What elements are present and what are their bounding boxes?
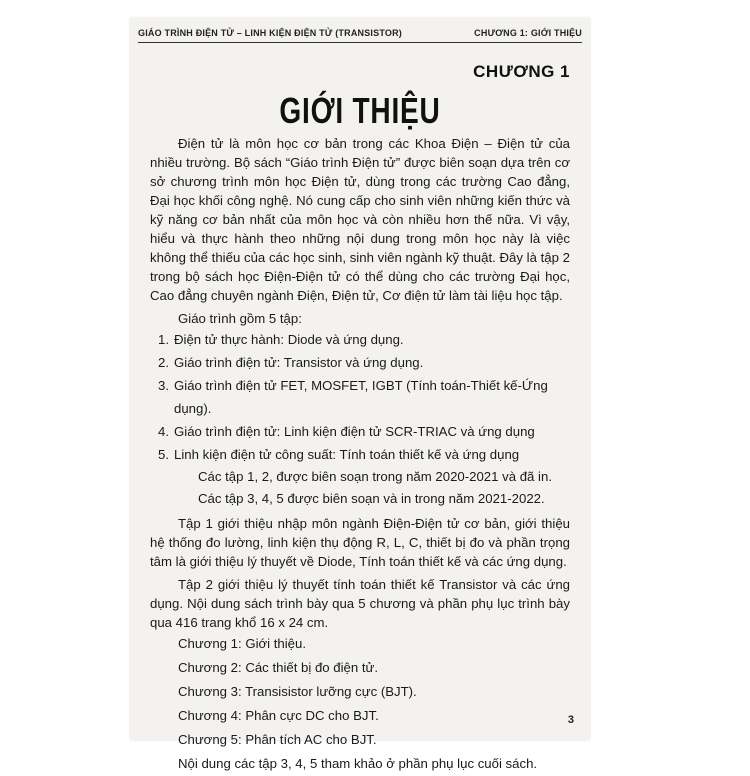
list-item-text: Giáo trình điện tử FET, MOSFET, IGBT (Tính toán-Thiết kế-Ứng dụng). — [174, 378, 548, 416]
list-item-text: Điện tử thực hành: Diode và ứng dụng. — [174, 332, 404, 347]
list-item — [150, 328, 570, 351]
volume-2-paragraph: Tập 2 giới thiệu lý thuyết tính toán thiết kế Transistor và các ứng dụng. Nội dung sách trình bày qua 5 chương và phần phụ lục trình bày qua 416 trang khổ 16 x 24 cm. — [150, 577, 570, 630]
list-item-number: 5. — [158, 447, 169, 462]
chapter-number: CHƯƠNG 1 — [473, 62, 570, 81]
list-item — [150, 351, 570, 374]
list-item — [150, 443, 570, 466]
page-number: 3 — [567, 714, 574, 726]
header-chapter: CHƯƠNG 1: GIỚI THIỆU — [474, 28, 582, 38]
running-header — [130, 28, 590, 46]
note-volumes-1-2: Các tập 1, 2, được biên soạn trong năm 2020-2021 và đã in. — [198, 469, 552, 484]
list-item — [150, 374, 570, 420]
header-book-title: GIÁO TRÌNH ĐIỆN TỬ – LINH KIỆN ĐIỆN TỬ (TRANSISTOR) — [138, 28, 402, 38]
series-intro: Giáo trình gồm 5 tập: — [178, 311, 302, 326]
header-rule — [138, 42, 582, 43]
list-item-number: 2. — [158, 355, 169, 370]
list-item-number: 3. — [158, 378, 169, 393]
chapter-list-item: Chương 1: Giới thiệu. — [178, 636, 307, 651]
intro-paragraph: Điện tử là môn học cơ bản trong các Khoa Điện – Điện tử của nhiều trường. Bộ sách “Giáo trình Điện tử” được biên soạn dựa trên cơ sở chương trình môn học Điện tử, dùng trong các trường Cao đẳng, Đại học khối công nghệ. Nó cung cấp cho sinh viên những kiến thức và kỹ năng cơ bản nhất của môn học và còn nhiều hơn thế nữa. Vì vậy, hiểu và thực hành theo những nội dung trong môn học này là việc không thể thiếu của các học sinh, sinh viên ngành kỹ thuật. Đây là tập 2 trong bộ sách học Điện-Điện tử có thể dùng cho các trường Đại học, Cao đẳng chuyên ngành Điện, Điện tử, Cơ điện tử làm tài liệu học tập. — [150, 136, 570, 303]
list-item-text: Linh kiện điện tử công suất: Tính toán thiết kế và ứng dụng — [174, 447, 520, 462]
volume-list — [150, 328, 570, 466]
note-volumes-3-5: Các tập 3, 4, 5 được biên soạn và in trong năm 2021-2022. — [198, 491, 545, 506]
chapter-list-item: Chương 2: Các thiết bị đo điện tử. — [178, 660, 379, 675]
closing-paragraph: Nội dung các tập 3, 4, 5 tham khảo ở phần phụ lục cuối sách. — [178, 756, 538, 771]
chapter-list-item: Chương 5: Phân tích AC cho BJT. — [178, 732, 377, 747]
list-item-text: Giáo trình điện tử: Linh kiện điện tử SCR-TRIAC và ứng dụng — [174, 424, 535, 439]
chapter-list-item: Chương 4: Phân cực DC cho BJT. — [178, 708, 379, 723]
chapter-title: GIỚI THIỆU — [279, 90, 441, 131]
list-item-number: 1. — [158, 332, 169, 347]
list-item — [150, 420, 570, 443]
chapter-list-item: Chương 3: Transisistor lưỡng cực (BJT). — [178, 684, 417, 699]
page-body — [150, 134, 570, 776]
volume-1-paragraph: Tập 1 giới thiệu nhập môn ngành Điện-Điện tử cơ bản, giới thiệu hệ thống đo lường, linh kiện thụ động R, L, C, thiết bị đo và phần trọng tâm là giới thiệu lý thuyết về Diode, Tính toán thiết kế và các ứng dụng. — [150, 516, 570, 569]
book-page — [130, 18, 590, 771]
list-item-number: 4. — [158, 424, 169, 439]
list-item-text: Giáo trình điện tử: Transistor và ứng dụng. — [174, 355, 424, 370]
